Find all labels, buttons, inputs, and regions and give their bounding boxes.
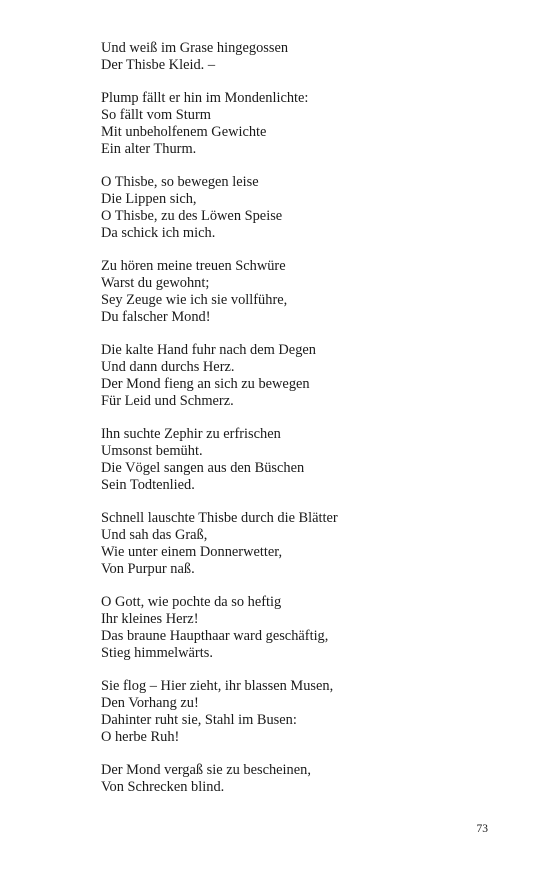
poem-text bbox=[101, 40, 501, 813]
poem-line: So fällt vom Sturm bbox=[101, 107, 211, 124]
poem-line: Die Lippen sich, bbox=[101, 191, 197, 208]
poem-line: Den Vorhang zu! bbox=[101, 695, 199, 712]
stanza bbox=[101, 426, 501, 493]
poem-line: Von Schrecken blind. bbox=[101, 779, 225, 796]
stanza bbox=[101, 90, 501, 157]
poem-line: Von Purpur naß. bbox=[101, 560, 195, 577]
poem-line: O herbe Ruh! bbox=[101, 728, 180, 745]
poem-line: Der Mond fieng an sich zu bewegen bbox=[101, 375, 310, 392]
stanza bbox=[101, 258, 501, 325]
poem-line: Wie unter einem Donnerwetter, bbox=[101, 543, 283, 560]
poem-line: Umsonst bemüht. bbox=[101, 443, 203, 460]
stanza bbox=[101, 174, 501, 241]
poem-line: Das braune Haupthaar ward geschäftig, bbox=[101, 627, 329, 644]
page-number: 73 bbox=[476, 823, 488, 835]
poem-line: Schnell lauschte Thisbe durch die Blätter bbox=[101, 510, 338, 527]
poem-line: Sie flog – Hier zieht, ihr blassen Musen, bbox=[101, 678, 334, 695]
stanza bbox=[101, 342, 501, 409]
stanza bbox=[101, 40, 501, 74]
poem-line: Ein alter Thurm. bbox=[101, 140, 197, 157]
stanza bbox=[101, 678, 501, 745]
poem-line: Sey Zeuge wie ich sie vollführe, bbox=[101, 291, 288, 308]
poem-line: Ihr kleines Herz! bbox=[101, 611, 199, 628]
stanza bbox=[101, 762, 501, 796]
poem-line: Und dann durchs Herz. bbox=[101, 359, 235, 376]
poem-line: Zu hören meine treuen Schwüre bbox=[101, 258, 286, 275]
poem-line: Der Mond vergaß sie zu bescheinen, bbox=[101, 762, 311, 779]
poem-line: Mit unbeholfenem Gewichte bbox=[101, 123, 267, 140]
poem-line: O Thisbe, zu des Löwen Speise bbox=[101, 207, 283, 224]
poem-line: Der Thisbe Kleid. – bbox=[101, 56, 216, 73]
poem-line: Plump fällt er hin im Mondenlichte: bbox=[101, 90, 309, 107]
poem-line: Warst du gewohnt; bbox=[101, 275, 210, 292]
poem-line: Dahinter ruht sie, Stahl im Busen: bbox=[101, 711, 297, 728]
poem-line: Für Leid und Schmerz. bbox=[101, 392, 234, 409]
poem-line: O Gott, wie pochte da so heftig bbox=[101, 594, 282, 611]
stanza bbox=[101, 510, 501, 577]
poem-line: Stieg himmelwärts. bbox=[101, 644, 213, 661]
poem-line: Sein Todtenlied. bbox=[101, 476, 195, 493]
poem-line: Du falscher Mond! bbox=[101, 308, 211, 325]
poem-line: Die kalte Hand fuhr nach dem Degen bbox=[101, 342, 316, 359]
poem-line: Und weiß im Grase hingegossen bbox=[101, 40, 289, 56]
stanza bbox=[101, 594, 501, 661]
poem-line: Ihn suchte Zephir zu erfrischen bbox=[101, 426, 281, 443]
poem-line: Da schick ich mich. bbox=[101, 224, 216, 241]
poem-line: O Thisbe, so bewegen leise bbox=[101, 174, 259, 191]
poem-line: Die Vögel sangen aus den Büschen bbox=[101, 459, 305, 476]
poem-line: Und sah das Graß, bbox=[101, 527, 208, 544]
